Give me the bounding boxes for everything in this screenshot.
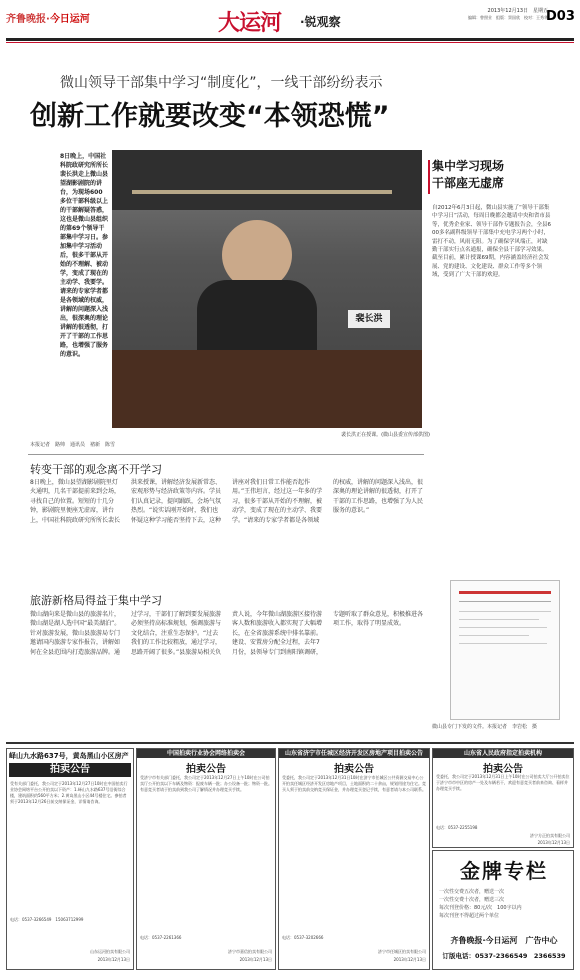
- ad-auction-2: [136, 748, 276, 970]
- gold-column-brand: 金牌专栏: [460, 859, 548, 883]
- ad4-head: 山东省人民政府指定拍卖机构: [433, 749, 573, 758]
- ad3-date: 2013年12月13日: [393, 957, 426, 962]
- paper-logo: 齐鲁晚报·今日运河: [6, 14, 90, 25]
- ad1-body: 受有关部门委托，我公司定于2013年12月27日10时在中国拍卖行业协会网络平台公开拍卖以下资产：1.峄山九水路637号沿街综合楼，建筑面积约560平方米；2.黄岛黑山小区44号楼住宅。参拍者须于2013年12月26日前交纳保证金，详情请咨询。: [10, 781, 128, 804]
- lead-intro: 8日晚上，中国社科院政研究所所长裴长洪走上微山县望湖影剧院的讲台，为现场600多位干部科级以上的干部解疑答惑，这也是微山县组织的第69个领导干部集中学习日。参加集中学习活动后，很多干部从开始的不理解、被动学，变成了现在的主动学、我要学。请来的专家学者都是各领域的权威，讲解的问题深入浅出，很深奥的理论讲解的很透彻，打开了干部的工作思路，也增强了服务的意识。: [60, 153, 108, 358]
- brand-title: 大运河: [218, 10, 282, 36]
- masthead-red-rule: [6, 42, 574, 43]
- ad1-head: 峄山九水路637号，黄岛黑山小区房产: [9, 752, 129, 760]
- ad2-contact: 电话：0537-2261366: [140, 935, 182, 940]
- issue-info: 2013年12月13日 星期五 编辑：曾照业 组版：窦国欣 校对：王秀华: [468, 8, 548, 20]
- ad-auction-3: [278, 748, 430, 970]
- sidebar-title: 集中学习现场 干部座无虚席: [432, 159, 505, 190]
- ad3-title: 拍卖公告: [334, 764, 374, 775]
- ad4-body: 受委托，我公司定于2013年12月31日上午10时在公司拍卖大厅公开拍卖位于济宁市市中区的房产一处及车辆若干，欢迎有意竞买者前来咨询、看样并办理竞买手续。: [436, 774, 570, 791]
- ad4-contact: 电话：0537-2255198: [436, 825, 478, 830]
- sidebar-body: 自2012年6月3日起，微山县实施了“领导干部集中学习日”活动，每周日晚都会邀请中央和省市县等，优秀企业家、领导干部作专题报告会，全县600多名副科级领导干部集中充电学习两个小时，雷打不动，风雨无阻。为了确保学风端正，对缺勤干部实行点名通报，确保全县干部学习效果。截至目前，累计授课69期，内容涵盖经济社会发展、党的建设、文化建设、群众工作等多个领域，受到了广大干部的欢迎。: [432, 205, 552, 279]
- ad4-company: 济宁方正拍卖有限公司: [530, 833, 570, 838]
- ad-gold-column: [432, 850, 574, 970]
- page-code: D03: [546, 9, 575, 24]
- gold-line-2: 一次性交费十次者，赠送三次: [439, 897, 505, 903]
- gold-footer-1: 齐鲁晚报·今日运河 广告中心: [450, 936, 558, 945]
- photo-caption: 裴长洪正在授课。(微山县委宣传部供图): [341, 432, 430, 438]
- ad2-date: 2013年12月13日: [239, 957, 272, 962]
- ad2-title: 拍卖公告: [186, 764, 226, 775]
- masthead-rule: [6, 38, 574, 41]
- lead-headline: 创新工作就要改变“本领恐慌”: [30, 101, 390, 132]
- ad1-contact: 电话：0537-3266549 15063712999: [10, 917, 84, 922]
- sidebar-marker: [428, 160, 430, 194]
- ad3-company: 济宁市任城区拍卖有限公司: [378, 949, 426, 954]
- ad2-body: 受济宁市有关部门委托，我公司定于2013年12月27日上午10时在公司拍卖厅公开拍卖以下车辆及物资：报废车辆一批；办公设备一批；物资一批。有意竞买者请于拍卖前到我公司了解情况并办理竞买手续。: [140, 775, 272, 792]
- ad-divider: [6, 742, 574, 744]
- ad4-title: 拍卖公告: [483, 764, 523, 775]
- section2-body: 微山湖向来是微山县的旅游名片，微山湖是湖人选中国“最美湖泊”。针对旅游发展，微山县旅游局专门邀请国内旅游专家作报告，讲解如何在全县范围内打造旅游品牌。通过学习，干部们了解到要发展旅游必须坚持高标准规划，强调旅游与文化结合，注重生态保护。“过去我们的工作比较粗放，通过学习，思路开阔了很多。”县旅游局相关负责人说，今年微山湖旅游区接待游客人数和旅游收入都实现了大幅增长，在全省旅游系统中排名靠前。建设、安置房分配全过程，去年7月份，县领导专门到南阳镇调研，专题听取了群众意见，积极推进各项工作，取得了明显成效。: [30, 611, 424, 656]
- section2-title: 旅游新格局得益于集中学习: [30, 594, 162, 607]
- ad4-date: 2013年12月13日: [537, 840, 570, 845]
- gold-line-3: 每次刊登价格：80元/次 100字以内: [439, 905, 522, 911]
- ad2-head: 中国拍卖行业协会网络拍卖会: [137, 749, 275, 758]
- section1-body: 8日晚上，微山县望湖影剧院里灯火通明，几名干部提前来到会场，寻找自己的位置。短短的十几分钟，影剧院里便座无虚席，讲台上，中国社科院政研究所所长裴长洪来授课，讲解经济发展新常态、宏观形势与经济政策等内容。学员们认真记录，提问踊跃，会场气氛热烈。“说实话刚开始时，我们也怀疑这种学习能否坚持下去，这种讲座对我们日常工作能否起作用。”王伟坦言，经过这一年多的学习，很多干部从开始的不理解，被动学，变成了现在的主动学、我要学。“请来的专家学者都是各领域的权威，讲解的问题深入浅出，很深奥的理论讲解的很透彻，打开了干部的工作思路，也增强了为人民服务的意识。”: [30, 479, 424, 524]
- lecture-photo: [112, 150, 422, 428]
- ad1-date: 2013年12月13日: [97, 957, 130, 962]
- ad1-title-bar: 拍卖公告: [9, 763, 131, 777]
- column-name: ·锐观察: [300, 15, 341, 29]
- ad3-body: 受委托，我公司定于2013年12月31日10时在济宁市任城区公共资源交易中心公开拍卖任城区经济开发区房地产项目，土地面积约二十余亩，规划用途为住宅。竞买人须于拍卖前交纳竞买保证金，并办理竞买登记手续，有意者请与本公司联系。: [282, 775, 426, 792]
- ad3-contact: 电话：0537-3202666: [282, 935, 324, 940]
- lead-separator: [28, 454, 424, 455]
- gold-footer-2: 订版电话：0537-2366549 2366539: [442, 952, 566, 960]
- ad-auction-1: [6, 748, 134, 970]
- name-card: 裴长洪: [348, 310, 390, 328]
- gold-line-1: 一次性交费五次者，赠送一次: [439, 889, 505, 895]
- section1-title: 转变干部的观念离不开学习: [30, 463, 162, 476]
- lead-kicker: 微山领导干部集中学习“制度化”，一线干部纷纷表示: [60, 75, 383, 91]
- lead-byline: 本报记者 路帅 通讯员 褚新 陈雪: [30, 442, 116, 448]
- gold-line-4: 每次刊登不得超过两个单位: [439, 913, 500, 919]
- clipping-caption: 微山县专门下发的文件。本报记者 李岩松 摄: [432, 724, 538, 730]
- ad1-company: 山东运河拍卖有限公司: [90, 949, 130, 954]
- ad2-company: 济宁市嘉信拍卖有限公司: [228, 949, 272, 954]
- ad3-head: 山东省济宁市任城区经济开发区房地产项目拍卖公告: [279, 749, 429, 758]
- document-clipping: [450, 580, 560, 720]
- ad-auction-4: [432, 748, 574, 848]
